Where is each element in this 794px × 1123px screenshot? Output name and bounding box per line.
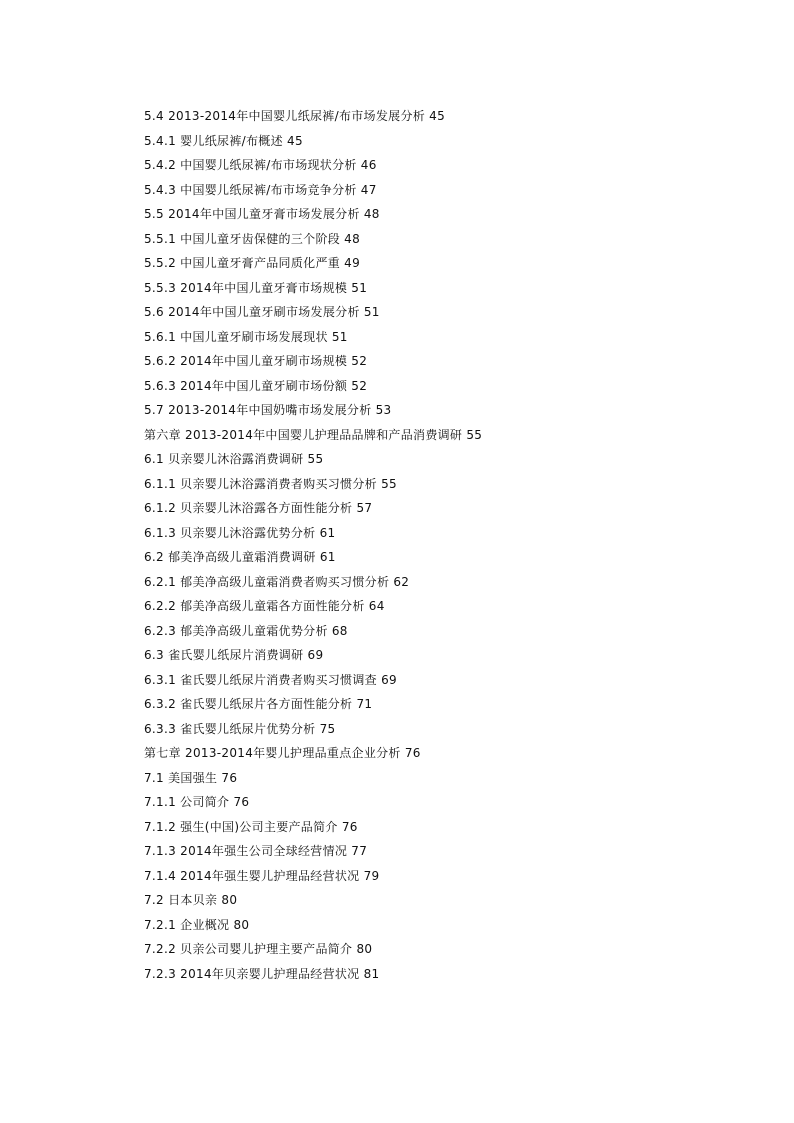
toc-entry: 7.1.4 2014年强生婴儿护理品经营状况 79 bbox=[144, 868, 380, 883]
toc-entry: 5.4.3 中国婴儿纸尿裤/布市场竞争分析 47 bbox=[144, 182, 377, 197]
toc-entry: 7.2.2 贝亲公司婴儿护理主要产品简介 80 bbox=[144, 942, 373, 956]
toc-entry: 7.2.3 2014年贝亲婴儿护理品经营状况 81 bbox=[144, 966, 380, 981]
toc-entry: 6.3.3 雀氏婴儿纸尿片优势分析 75 bbox=[144, 721, 336, 736]
toc-entry: 第六章 2013-2014年中国婴儿护理品品牌和产品消费调研 55 bbox=[144, 427, 483, 442]
toc-entry: 5.6.3 2014年中国儿童牙刷市场份额 52 bbox=[144, 378, 368, 393]
toc-entry: 6.2.3 郁美净高级儿童霜优势分析 68 bbox=[144, 623, 348, 638]
toc-entry: 7.1.1 公司简介 76 bbox=[144, 795, 250, 809]
toc-entry: 7.1.2 强生(中国)公司主要产品简介 76 bbox=[144, 819, 358, 834]
toc-entry: 5.5.2 中国儿童牙膏产品同质化严重 49 bbox=[144, 256, 361, 270]
toc-entry: 7.2 日本贝亲 80 bbox=[144, 893, 238, 907]
toc-entry: 第七章 2013-2014年婴儿护理品重点企业分析 76 bbox=[144, 746, 421, 760]
toc-entry: 6.3.2 雀氏婴儿纸尿片各方面性能分析 71 bbox=[144, 697, 373, 711]
table-of-contents bbox=[144, 104, 764, 986]
toc-entry: 6.2.2 郁美净高级儿童霜各方面性能分析 64 bbox=[144, 599, 385, 613]
toc-entry: 6.1 贝亲婴儿沐浴露消费调研 55 bbox=[144, 452, 324, 466]
toc-entry: 6.2 郁美净高级儿童霜消费调研 61 bbox=[144, 550, 336, 564]
toc-entry: 5.4.2 中国婴儿纸尿裤/布市场现状分析 46 bbox=[144, 158, 377, 172]
toc-entry: 7.2.1 企业概况 80 bbox=[144, 917, 250, 932]
toc-entry: 5.4 2013-2014年中国婴儿纸尿裤/布市场发展分析 45 bbox=[144, 109, 446, 123]
toc-entry: 7.1 美国强生 76 bbox=[144, 770, 238, 785]
toc-entry: 5.6.1 中国儿童牙刷市场发展现状 51 bbox=[144, 329, 348, 344]
toc-entry: 5.5 2014年中国儿童牙膏市场发展分析 48 bbox=[144, 207, 380, 221]
toc-entry: 6.1.3 贝亲婴儿沐浴露优势分析 61 bbox=[144, 525, 336, 540]
toc-entry: 5.4.1 婴儿纸尿裤/布概述 45 bbox=[144, 133, 303, 148]
toc-entry: 6.2.1 郁美净高级儿童霜消费者购买习惯分析 62 bbox=[144, 574, 410, 589]
toc-entry: 5.6 2014年中国儿童牙刷市场发展分析 51 bbox=[144, 305, 380, 319]
toc-entry: 6.1.1 贝亲婴儿沐浴露消费者购买习惯分析 55 bbox=[144, 476, 397, 491]
toc-entry: 5.6.2 2014年中国儿童牙刷市场规模 52 bbox=[144, 354, 368, 368]
toc-entry: 6.1.2 贝亲婴儿沐浴露各方面性能分析 57 bbox=[144, 501, 373, 515]
toc-entry: 6.3 雀氏婴儿纸尿片消费调研 69 bbox=[144, 648, 324, 662]
toc-entry: 6.3.1 雀氏婴儿纸尿片消费者购买习惯调查 69 bbox=[144, 672, 397, 687]
toc-entry: 5.5.3 2014年中国儿童牙膏市场规模 51 bbox=[144, 280, 368, 295]
toc-entry: 7.1.3 2014年强生公司全球经营情况 77 bbox=[144, 844, 368, 858]
toc-entry: 5.5.1 中国儿童牙齿保健的三个阶段 48 bbox=[144, 231, 361, 246]
toc-entry: 5.7 2013-2014年中国奶嘴市场发展分析 53 bbox=[144, 403, 392, 417]
